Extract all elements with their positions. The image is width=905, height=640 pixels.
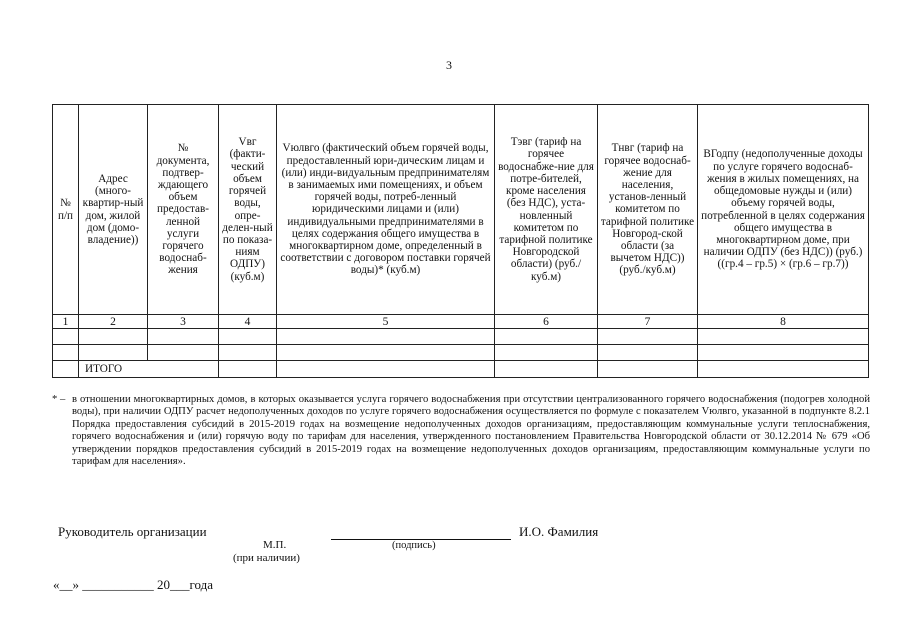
signature-role: Руководитель организации (58, 524, 207, 539)
table-cell (698, 345, 869, 361)
table-cell (495, 345, 598, 361)
column-number: 7 (598, 315, 698, 329)
table-cell (495, 329, 598, 345)
signature-name: И.О. Фамилия (519, 524, 599, 539)
table-cell (79, 345, 148, 361)
total-row (53, 361, 869, 378)
footnote (52, 394, 870, 468)
subsidy-table (52, 104, 869, 378)
column-number: 8 (698, 315, 869, 329)
stamp-note: (при наличии) (233, 552, 300, 564)
table-cell (277, 329, 495, 345)
table-cell (219, 329, 277, 345)
column-number: 2 (79, 315, 148, 329)
page-number: 3 (446, 58, 452, 72)
table-row (53, 345, 869, 361)
table-cell (219, 345, 277, 361)
table-cell (598, 329, 698, 345)
date-line: «__» ___________ 20___года (53, 577, 214, 592)
table-cell (598, 345, 698, 361)
header-cell: ВГодпу (недополученные доходы по услуге горячего водоснаб-жения в жилых помещениях, на общедомовые нужды и (или) объему горячей воды, потребленной в целях содержания общего имущества в многоквартирном доме, при наличии ОДПУ (без НДС)) (руб.) ((гр.4 – гр.5) × (гр.6 – гр.7)) (698, 105, 869, 315)
table-cell (53, 361, 79, 378)
table-cell (148, 345, 219, 361)
footnote-marker: * – (52, 394, 66, 405)
table-cell (219, 361, 277, 378)
table-cell (598, 361, 698, 378)
table-cell (79, 329, 148, 345)
table-cell (698, 329, 869, 345)
table-cell (53, 329, 79, 345)
header-row (53, 105, 869, 315)
column-number: 1 (53, 315, 79, 329)
table-cell (53, 345, 79, 361)
header-cell: № п/п (53, 105, 79, 315)
column-number: 4 (219, 315, 277, 329)
table-cell (495, 361, 598, 378)
header-cell: Тнвг (тариф на горячее водоснаб-жение для населения, установ-ленный комитетом по тарифной политике Новгород-ской области (за вычетом НДС)) (руб./куб.м) (598, 105, 698, 315)
stamp-label: М.П. (263, 539, 287, 551)
header-cell: Vюлвго (фактический объем горячей воды, предоставленный юри-дическим лицам и (или) инди-видуальным предпринимателям в занимаемых ими помещениях, и объем горячей воды, потреб-ленный юридическими лицами и (или) индивидуальными предпринимателями в целях содержания общего имущества в многоквартирном доме, определенный в соответствии с договором поставки горячей воды)* (куб.м) (277, 105, 495, 315)
column-number: 5 (277, 315, 495, 329)
table-cell (277, 345, 495, 361)
table-cell (698, 361, 869, 378)
sign-label: (подпись) (392, 540, 436, 551)
header-cell: № документа, подтвер-ждающего объем предостав-ленной услуги горячего водоснаб-жения (148, 105, 219, 315)
table-cell (277, 361, 495, 378)
column-number: 6 (495, 315, 598, 329)
header-cell: Адрес (много-квартир-ный дом, жилой дом (домо-владение)) (79, 105, 148, 315)
table-cell (148, 329, 219, 345)
footnote-text: в отношении многоквартирных домов, в которых оказывается услуга горячего водоснабжения при отсутствии централизованного горячего водоснабжения (подогрев холодной воды), при наличии ОДПУ расчет недополученных доходов по услуге горячего водоснабжения осуществляется по формуле с показателем Vюлвго, указанной в подпункте 8.2.1 Порядка предоставления субсидий в 2015-2019 годах на возмещение недополученных доходов организациям, предоставляющим коммунальные услуги теплоснабжения, горячего водоснабжения и (или) горячую воду по тарифам для населения, утвержденного постановлением Правительства Новгородской области от 30.12.2014 № 679 «Об утверждении порядков предоставления субсидий в 2015-2019 годах на возмещение недополученных доходов организациям, предоставляющим коммунальные услуги по тарифам для населения». (72, 394, 870, 468)
column-number: 3 (148, 315, 219, 329)
table-row (53, 329, 869, 345)
header-cell: Тэвг (тариф на горячее водоснабже-ние для потре-бителей, кроме населения (без НДС), уста-новленный комитетом по тарифной политике Новгородской области) (руб./куб.м) (495, 105, 598, 315)
total-label: ИТОГО (79, 361, 219, 378)
column-number-row (53, 315, 869, 329)
header-cell: Vвг (факти-ческий объем горячей воды, опре-делен-ный по показа-ниям ОДПУ) (куб.м) (219, 105, 277, 315)
